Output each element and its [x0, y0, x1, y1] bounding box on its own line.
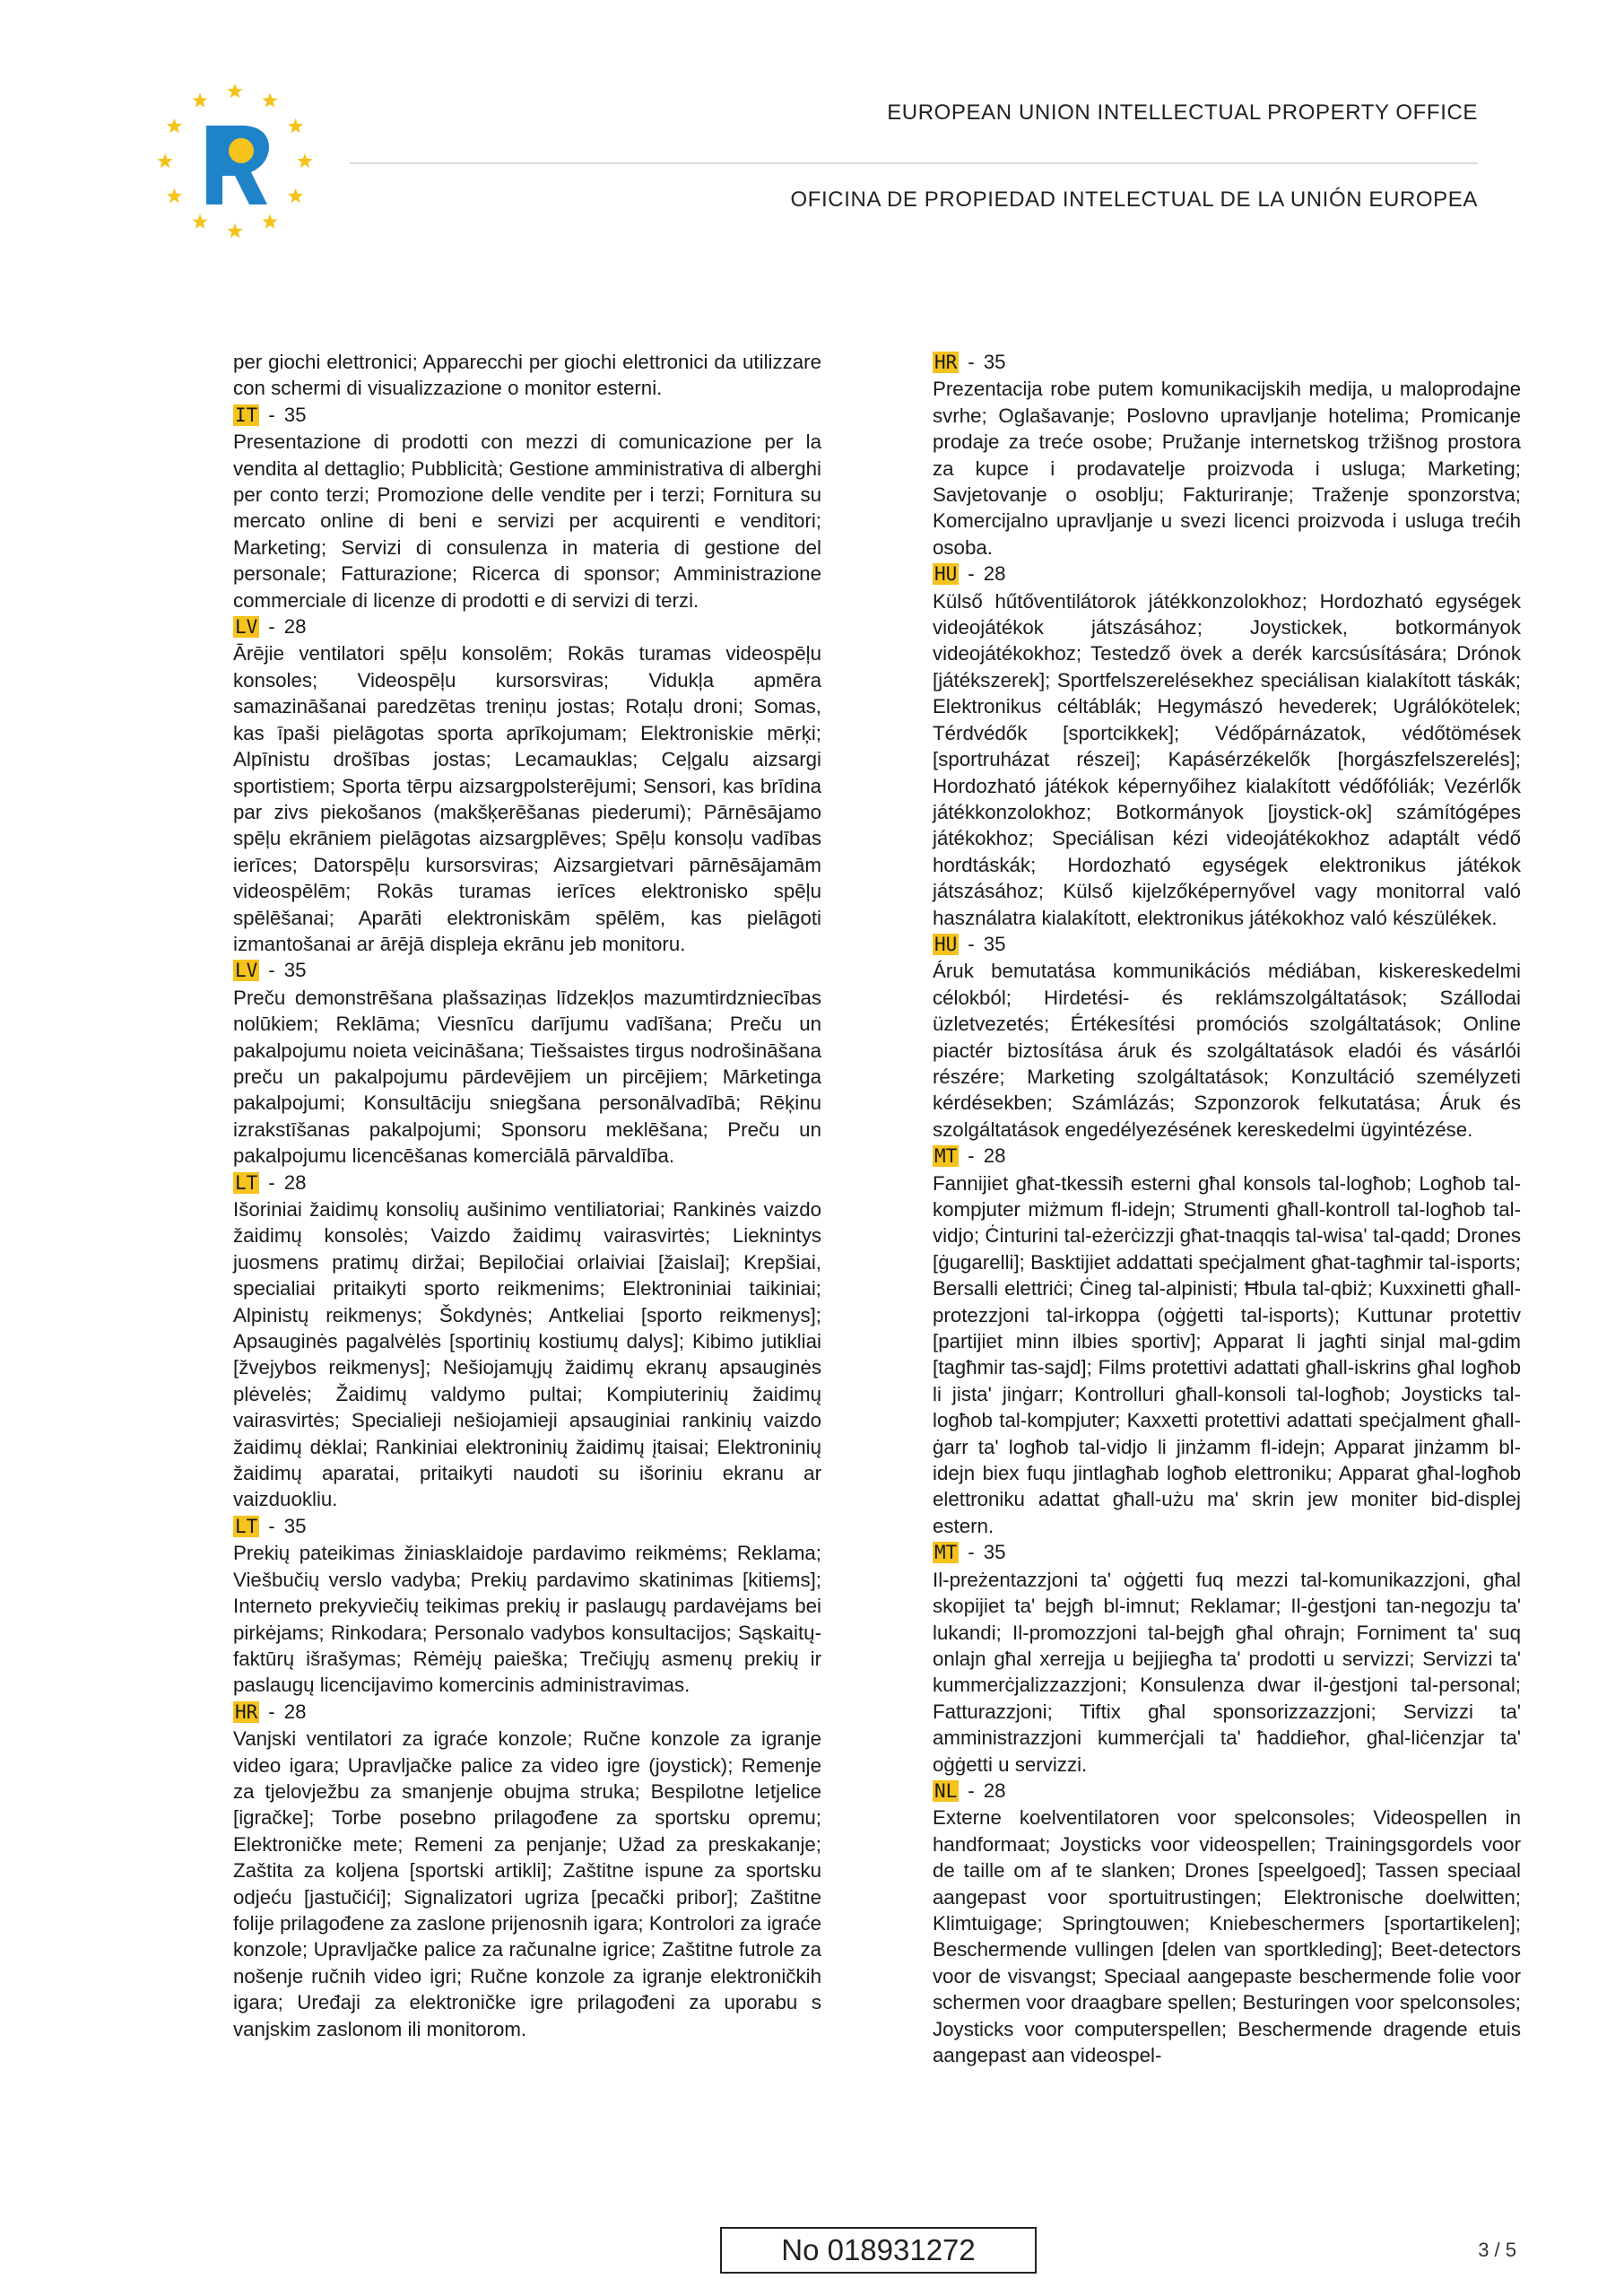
nice-class-number: 35 — [283, 959, 307, 982]
separator: - — [968, 351, 975, 373]
left-column — [233, 349, 821, 2042]
goods-services-text: Il-preżentazzjoni ta' oġġetti fuq mezzi tal-komunikazzjoni, għal skopijiet ta' bejgħ bl-imnut; Reklamar; Il-ġestjoni tan-negozju ta' lukandi; Il-promozzjoni tal-bejgħ għal oħrajn; Forniment ta' suq onlajn għal xerrejja u bejjiegħa ta' prodotti u servizzi; Servizzi ta' kummerċjalizzazzjoni; Konsulenza dwar il-ġestjoni tal-personal; Fatturazzjoni; Tiftix għal sponsorizzazzjoni; Servizzi ta' amministrazzjoni kummerċjali ta' ħaddieħor, għal-liċenzjar ta' oġġetti u servizzi. — [933, 1568, 1521, 1776]
star-icon — [192, 214, 207, 229]
nice-class-number: 28 — [283, 1700, 307, 1723]
language-code-badge: HR — [934, 352, 958, 373]
goods-services-text: Presentazione di prodotti con mezzi di comunicazione per la vendita al dettaglio; Pubblicità; Gestione amministrativa di alberghi per conto terzi; Promozione delle vendite per i terzi; Fornitura su mercato online di beni e servizi per acquirenti e venditori; Marketing; Servizi di consulenza in materia di gestione del personale; Fatturazione; Ricerca di sponsor; Amministrazione commerciale di licenze di prodotti e di servizi di terzi. — [233, 430, 821, 612]
language-code-badge: LT — [235, 1171, 258, 1194]
page-number: 3 / 5 — [1478, 2239, 1516, 2261]
entry-heading — [233, 1699, 821, 1726]
star-icon — [157, 153, 172, 168]
star-icon — [227, 223, 242, 238]
office-name-en: EUROPEAN UNION INTELLECTUAL PROPERTY OFFICE — [887, 100, 1478, 125]
right-column — [933, 349, 1521, 2068]
entry-heading — [233, 957, 821, 984]
language-code-badge: LT — [235, 1515, 258, 1537]
language-code-badge: MT — [934, 1145, 958, 1168]
entry-heading — [233, 402, 821, 429]
language-code-badge: MT — [934, 1542, 958, 1564]
language-code-badge: HR — [235, 1700, 258, 1723]
separator: - — [268, 959, 275, 982]
separator: - — [968, 562, 975, 586]
separator: - — [968, 1541, 975, 1564]
entry-heading — [233, 613, 821, 640]
continuation-text: per giochi elettronici; Apparecchi per giochi elettronici da utilizzare con schermi di visualizzazione o monitor esterni. — [233, 351, 821, 400]
separator: - — [968, 1144, 975, 1168]
goods-services-text: Külső hűtőventilátorok játékkonzolokhoz; Hordozható egységek videojátékok játszásához; Joystickek, botkormányok videojátékokhoz; Testedző övek a derék karcsúsítására; Drónok [játékszerek]; Sportfelszerelésekhez speciálisan kialakított táskák; Elektronikus céltáblák; Hegymászó hevederek; Ugrálókötelek; Térdvédők [sportcikkek]; Védőpárnázatok, védőtömések [sportruházat részei]; Kapásérzékelők [horgászfelszerelés]; Hordozható játékok képernyőihez kialakított védőfóliák; Vezérlők játékkonzolokhoz; Botkormányok [joystick-ok] számítógépes játékokhoz; Speciálisan kézi videojátékokhoz adaptált védő hordtáskák; Hordozható egységek elektronikus játékok játszásához; Külső kijelzőképernyővel vagy monitorral való használatra kialakított, elektronikus játékokhoz való készülékek. — [933, 589, 1521, 929]
office-name-es: OFICINA DE PROPIEDAD INTELECTUAL DE LA UNIÓN EUROPEA — [790, 187, 1478, 212]
star-icon — [227, 83, 242, 98]
separator: - — [268, 615, 275, 639]
language-code-badge: HU — [934, 933, 958, 955]
language-code-badge: LV — [235, 616, 258, 639]
goods-services-text: Vanjski ventilatori za igraće konzole; Ručne konzole za igranje video igara; Upravljačke palice za video igre (joystick); Remenje za tjelovježbu za smanjenje obujma struka; Bespilotne letjelice [igračke]; Torbe posebno prilagođene za sportsku opremu; Elektroničke mete; Remeni za penjanje; Užad za preskakanje; Zaštita za koljena [sportski artikli]; Zaštitne ispune za sportsku odjeću [jastučići]; Signalizatori ugriza [pecački pribor]; Zaštitne folije prilagođene za zaslone prijenosnih igara; Kontrolori za igraće konzole; Upravljačke palice za računalne igrice; Zaštitne futrole za nošenje ručnih video igri; Ručne konzole za igranje elektroničkih igara; Uređaji za elektroničke igre prilagođeni za uporabu s vanjskim zaslonom ili monitorom. — [233, 1727, 821, 2040]
header-divider — [350, 162, 1478, 164]
separator: - — [268, 1170, 275, 1194]
entry-heading — [233, 1170, 821, 1196]
separator: - — [268, 403, 275, 426]
goods-services-text: Fannijiet għat-tkessiħ esterni għal konsols tal-logħob; Logħob tal-kompjuter miżmum fl-idejn; Strumenti għall-kontroll tal-logħob tal-vidjo; Ċinturini tal-eżerċizzji għat-tnaqqis tal-wisa' tal-qadd; Drones [ġugarelli]; Basktijiet addattati speċjalment għat-tagħmir tal-isports; Bersalli elettriċi; Ċineg tal-alpinisti; Ħbula tal-qbiż; Kuxxinetti għall-protezzjoni tal-irkoppa (oġġetti tal-isports); Kuttunar protettiv [partijiet minn ilbies sportiv]; Apparat li jagħti sinjal mal-gdim [tagħmir tas-sajd]; Films protettivi adattati għall-iskrins għal logħob li jista' jinġarr; Kontrolluri għall-konsoli tal-logħob; Joysticks tal-logħob tal-kompjuter; Kaxxetti protettivi adattati speċjalment għall-ġarr ta' logħob tal-vidjo li jinżamm fl-idejn; Apparat jinżamm bl-idejn biex fuqu jintlagħab logħob elettroniku; Apparat għal-logħob elettroniku adattat għall-użu ma' skrin jew moniter bid-displej estern. — [933, 1171, 1521, 1537]
separator: - — [968, 932, 975, 955]
entry-heading — [233, 1513, 821, 1540]
entry-heading — [933, 931, 1521, 958]
star-icon — [288, 188, 303, 203]
nice-class-number: 28 — [983, 562, 1006, 586]
document-number: No 018931272 — [720, 2227, 1037, 2274]
goods-services-text: Ārējie ventilatori spēļu konsolēm; Rokās turamas videospēļu konsoles; Videospēļu kursorsviras; Vidukļa apmēra samazināšanai paredzētas treniņu jostas; Rotaļu droni; Somas, kas īpaši pielāgotas sporta aprīkojumam; Elektroniskie mērķi; Alpīnistu drošības jostas; Lecamauklas; Ceļgalu aizsargi sportistiem; Sporta tērpu aizsargpolsterējumi; Sensori, kas brīdina par zivs piekošanos (makšķerēšanas piederumi); Pārnēsājamo spēļu ekrāniem pielāgotas aizsargplēves; Spēļu konsoļu vadības ierīces; Datorspēļu kursorsviras; Aizsargietvari pārnēsājamām videospēlēm; Rokās turamas ierīces elektronisko spēļu spēlēšanai; Aparāti elektroniskām spēlēm, kas pielāgoti izmantošanai ar ārējā displeja ekrānu jeb monitoru. — [233, 642, 821, 955]
nice-class-number: 28 — [283, 1170, 307, 1194]
goods-services-text: Externe koelventilatoren voor spelconsoles; Videospellen in handformaat; Joysticks voor videospellen; Trainingsgordels voor de taille om af te slanken; Drones [speelgoed]; Tassen speciaal aangepast voor sportuitrustingen; Elektronische doelwitten; Klimtuigage; Springtouwen; Kniebeschermers [sportartikelen]; Beschermende vullingen [delen van sportkleding]; Beet-detectors voor de visvangst; Speciaal aangepaste beschermende folie voor schermen voor draagbare spellen; Besturingen voor spelconsoles; Joysticks voor computerspellen; Beschermende dragende etuis aangepast aan videospel- — [933, 1806, 1521, 2066]
star-icon — [192, 92, 207, 107]
star-icon — [262, 92, 277, 107]
separator: - — [968, 1779, 975, 1802]
euipo-logo — [152, 79, 318, 245]
nice-class-number: 28 — [283, 615, 307, 639]
entry-heading — [933, 1143, 1521, 1170]
nice-class-number: 35 — [983, 1541, 1006, 1564]
nice-class-number: 35 — [283, 403, 307, 426]
goods-services-text: Prekių pateikimas žiniasklaidoje pardavimo reikmėms; Reklama; Viešbučių verslo vadyba; Prekių pardavimo skatinimas [kitiems]; Interneto prekyviečių teikimas prekių ir paslaugų pardavėjams bei pirkėjams; Rinkodara; Personalo vadybos konsultacijos; Sąskaitų-faktūrų išrašymas; Rėmėjų paieška; Trečiųjų asmenų prekių ir paslaugų licencijavimo komercinis administravimas. — [233, 1542, 821, 1697]
goods-services-text: Prezentacija robe putem komunikacijskih medija, u maloprodajne svrhe; Oglašavanje; Poslovno upravljanje hotelima; Promicanje prodaje za treće osobe; Pružanje internetskog tržišnog prostora za kupce i prodavatelje proizvoda i usluga; Marketing; Savjetovanje o osoblju; Fakturiranje; Traženje sponzorstva; Komercijalno upravljanje u svezi licenci proizvoda i usluga trećih osoba. — [933, 378, 1521, 559]
language-code-badge: HU — [934, 563, 958, 586]
nice-class-number: 35 — [983, 351, 1006, 373]
nice-class-number: 35 — [983, 932, 1006, 955]
separator: - — [268, 1514, 275, 1537]
star-icon — [167, 118, 182, 133]
language-code-badge: IT — [235, 404, 258, 426]
goods-services-text: Preču demonstrēšana plašsaziņas līdzekļos mazumtirdzniecības nolūkiem; Reklāma; Viesnīcu darījumu vadīšana; Preču un pakalpojumu noieta veicināšana; Tiešsaistes tirgus nodrošināšana preču un pakalpojumu pārdevējiem un pircējiem; Mārketinga pakalpojumi; Konsultāciju sniegšana personālvadībā; Rēķinu izrakstīšanas pakalpojumi; Sponsoru meklēšana; Preču un pakalpojumu licencēšanas komerciālā pārvaldība. — [233, 986, 821, 1168]
entry-heading — [933, 349, 1521, 376]
entry-heading — [933, 1778, 1521, 1805]
nice-class-number: 28 — [983, 1779, 1006, 1802]
star-icon — [262, 214, 277, 229]
nice-class-number: 35 — [283, 1514, 307, 1537]
star-icon — [167, 188, 182, 203]
nice-class-number: 28 — [983, 1144, 1006, 1168]
entry-heading — [933, 1539, 1521, 1566]
star-icon — [297, 153, 312, 168]
separator: - — [268, 1700, 275, 1723]
goods-services-text: Išoriniai žaidimų konsolių aušinimo ventiliatoriai; Rankinės vaizdo žaidimų konsolės; Vaizdo žaidimų vairasvirtės; Lieknintys juosmens pratimų diržai; Bepiločiai orlaiviai [žaislai]; Krepšiai, specialiai pritaikyti sporto reikmenims; Elektroniniai taikiniai; Alpinistų reikmenys; Šokdynės; Antkeliai [sporto reikmenys]; Apsauginės pagalvėlės [sportinių kostiumų dalys]; Kibimo jutikliai [žvejybos reikmenys]; Nešiojamųjų žaidimų ekranų apsauginės plėvelės; Žaidimų valdymo pultai; Kompiuterinių žaidimų vairasvirtės; Specialieji nešiojamieji apsauginiai rankinių vaizdo žaidimų dėklai; Rankiniai elektroninių žaidimų įtaisai; Elektroninių žaidimų aparatai, pritaikyti naudoti su išoriniu ekranu ar vaizduokliu. — [233, 1198, 821, 1511]
language-code-badge: NL — [934, 1779, 958, 1802]
language-code-badge: LV — [235, 960, 258, 982]
goods-services-text: Áruk bemutatása kommunikációs médiában, kiskereskedelmi célokból; Hirdetési- és reklámszolgáltatások; Szállodai üzletvezetés; Értékesítési promóciós szolgáltatások; Online piactér biztosítása áruk és szolgáltatások eladói és vásárlói részére; Marketing szolgáltatások; Konzultáció személyzeti kérdésekben; Számlázás; Szponzorok felkutatása; Áruk és szolgáltatások engedélyezésének kereskedelmi ügyintézése. — [933, 960, 1521, 1141]
star-icon — [288, 118, 303, 133]
entry-heading — [933, 561, 1521, 587]
